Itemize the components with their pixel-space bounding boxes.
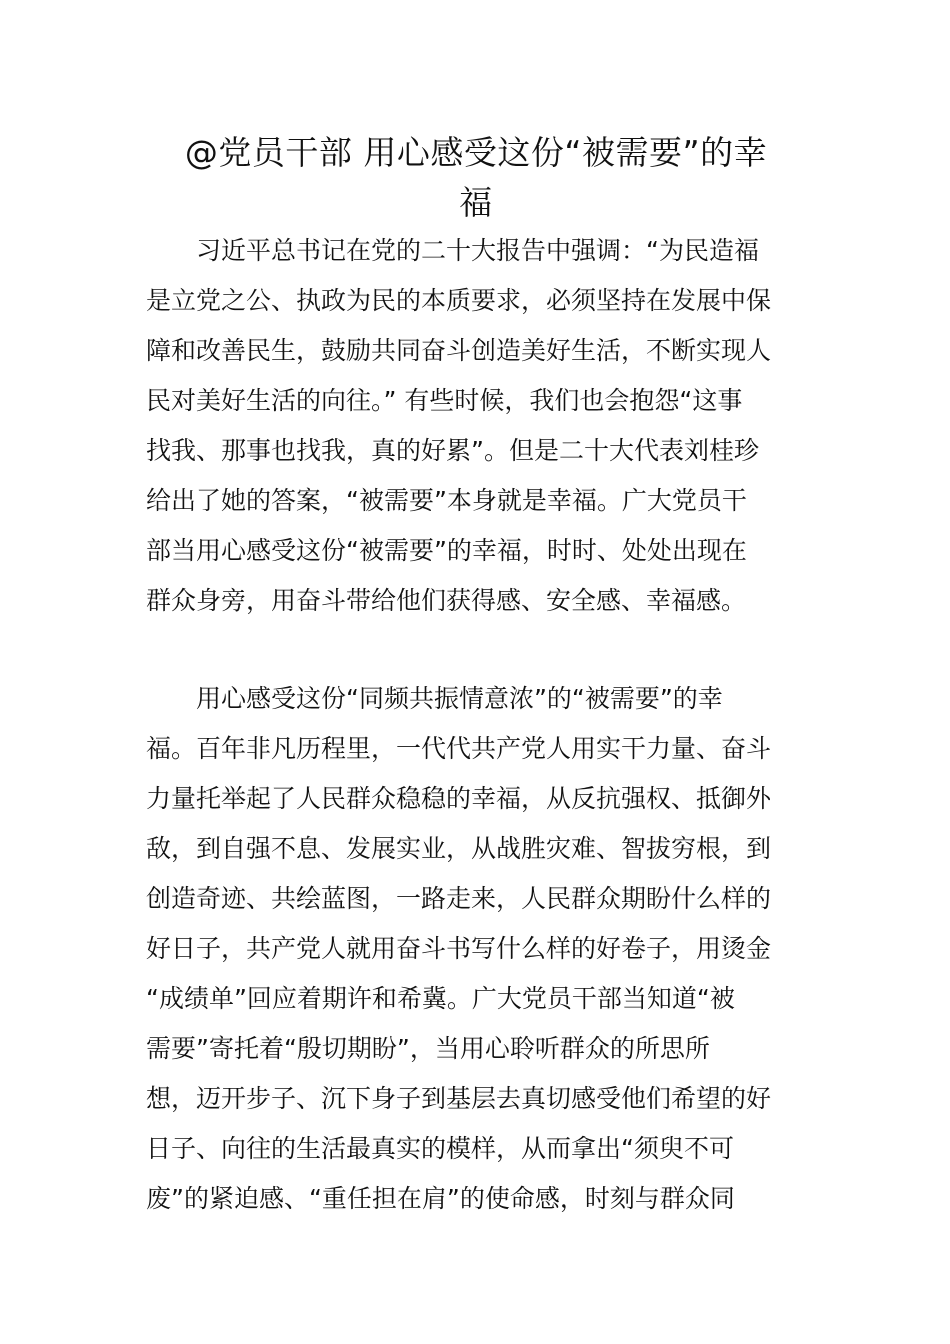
paragraph-line: 习近平总书记在党的二十大报告中强调：“为民造福: [196, 236, 759, 265]
paragraph-line: 好日子，共产党人就用奋斗书写什么样的好卷子，用烫金: [146, 934, 772, 963]
paragraph-line: 力量托举起了人民群众稳稳的幸福，从反抗强权、抵御外: [146, 784, 772, 813]
paragraph-line: 敌，到自强不息、发展实业，从战胜灾难、智拔穷根，到: [146, 834, 772, 863]
paragraph-line: 福。百年非凡历程里，一代代共产党人用实干力量、奋斗: [146, 734, 772, 763]
paragraph-line: 是立党之公、执政为民的本质要求，必须坚持在发展中保: [146, 286, 772, 315]
paragraph-1: [146, 226, 806, 626]
document-title: [146, 128, 806, 228]
paragraph-line: 群众身旁，用奋斗带给他们获得感、安全感、幸福感。: [146, 586, 747, 615]
paragraph-line: 需要”寄托着“殷切期盼”，当用心聆听群众的所思所: [146, 1034, 710, 1063]
paragraph-line: 废”的紧迫感、“重任担在肩”的使命感，时刻与群众同: [146, 1184, 735, 1213]
paragraph-line: 日子、向往的生活最真实的模样，从而拿出“须臾不可: [146, 1134, 734, 1163]
paragraph-line: 给出了她的答案，“被需要”本身就是幸福。广大党员干: [146, 486, 747, 515]
paragraph-line: 部当用心感受这份“被需要”的幸福，时时、处处出现在: [146, 536, 747, 565]
paragraph-line: 用心感受这份“同频共振情意浓”的“被需要”的幸: [196, 684, 723, 713]
paragraph-line: 想，迈开步子、沉下身子到基层去真切感受他们希望的好: [146, 1084, 772, 1113]
paragraph-2: [146, 674, 806, 1224]
title-line-1: @党员干部 用心感受这份“被需要”的幸: [184, 133, 768, 172]
paragraph-line: 找我、那事也找我，真的好累”。但是二十大代表刘桂珍: [146, 436, 759, 465]
paragraph-line: “成绩单”回应着期许和希冀。广大党员干部当知道“被: [146, 984, 735, 1013]
paragraph-line: 障和改善民生，鼓励共同奋斗创造美好生活，不断实现人: [146, 336, 772, 365]
title-line-2: 福: [459, 183, 493, 222]
paragraph-line: 民对美好生活的向往。” 有些时候，我们也会抱怨“这事: [146, 386, 743, 415]
paragraph-line: 创造奇迹、共绘蓝图，一路走来，人民群众期盼什么样的: [146, 884, 772, 913]
